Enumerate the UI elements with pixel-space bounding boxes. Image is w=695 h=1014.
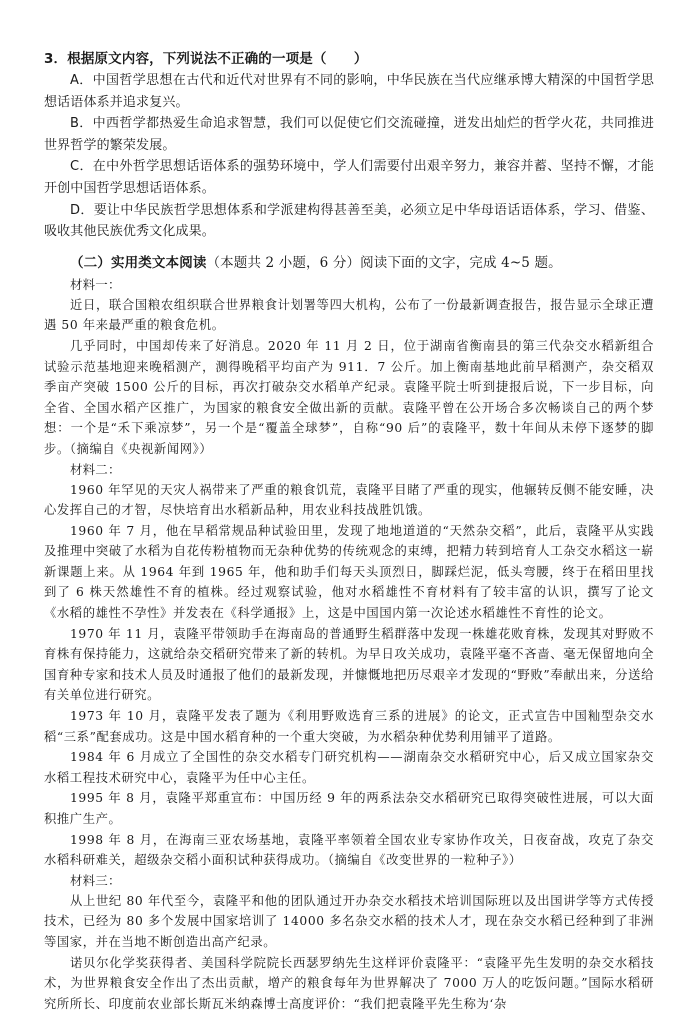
material-1-paragraph: 近日，联合国粮农组织联合世界粮食计划署等四大机构，公布了一份最新调查报告，报告显示全球正遭遇 50 年来最严重的粮食危机。 [44,297,654,333]
section-title [44,251,654,275]
material-2-paragraph: 1995 年 8 月，袁隆平郑重宣布：中国历经 9 年的两系法杂交水稻研究已取得突破性进展，可以大面积推广生产。 [44,791,654,826]
material-2-paragraph: 1970 年 11 月，袁隆平带领助手在海南岛的普通野生稻群落中发现一株雄花败育株，发现其对野败不育株有保持能力，这就给杂交稻研究带来了新的转机。为早日攻关成功，袁隆平毫不吝啬、毫无保留地向全国育种专家和技术人员及时通报了他们的最新发现，并慷慨地把历尽艰辛才发现的“野败”奉献出来，分送给有关单位进行研究。 [44,626,654,703]
option-a: A．中国哲学思想在古代和近代对世界有不同的影响，中华民族在当代应继承博大精深的中国哲学思想话语体系并追求复兴。 [44,73,654,110]
material-2-paragraph: 1960 年 7 月，他在早稻常规品种试验田里，发现了地地道道的“天然杂交稻”，此后，袁隆平从实践及推理中突破了水稻为自花传粉植物而无杂种优势的传统观念的束缚，把精力转到培育人工杂交水稻这一崭新课题上来。从 1964 年到 1965 年，他和助手们每天头顶烈日，脚踩烂泥，低头弯腰，终于在稻田里找到了 6 株天然雄性不育的植株。经过观察试验，他对水稻雄性不育材料有了较丰富的认识，撰写了论文《水稻的雄性不孕性》并发表在《科学通报》上，这是中国国内第一次论述水稻雄性不育性的论文。 [44,523,654,621]
question-3 [44,48,654,243]
material-3-paragraph: 从上世纪 80 年代至今，袁隆平和他的团队通过开办杂交水稻技术培训国际班以及出国讲学等方式传授技术，已经为 80 多个发展中国家培训了 14000 多名杂交水稻的技术人才，现在杂交水稻已经种到了非洲等国家，并在当地不断创造出高产纪录。 [44,893,654,949]
material-2-paragraph: 1973 年 10 月，袁隆平发表了题为《利用野败选育三系的进展》的论文，正式宣告中国籼型杂交水稻“三系”配套成功。这是中国水稻育种的一个重大突破，为水稻杂种优势利用铺平了道路。 [44,709,654,744]
material-3-label: 材料三： [70,872,121,888]
material-2-label: 材料二： [70,461,121,477]
material-2-paragraph: 1960 年罕见的天灾人祸带来了严重的粮食饥荒，袁隆平目睹了严重的现实，他辗转反侧不能安睡，决心发挥自己的才智，尽快培育出水稻新品种，用农业科技战胜饥饿。 [44,482,654,518]
question-3-title: 3．根据原文内容，下列说法不正确的一项是（ ） [44,51,368,67]
material-1-label: 材料一： [70,276,121,292]
section-title-bold: （二）实用类文本阅读 [70,254,207,271]
section-title-rest: （本题共 2 小题，6 分）阅读下面的文字，完成 4~5 题。 [206,254,562,271]
section-practical-reading [44,251,654,1014]
option-c: C．在中外哲学思想话语体系的强势环境中，学人们需要付出艰辛努力，兼容并蓄、坚持不懈，才能开创中国哲学思想话语体系。 [44,159,654,196]
option-d: D．要让中华民族哲学思想体系和学派建构得甚善至美，必须立足中华母语话语体系，学习、借鉴、吸收其他民族优秀文化成果。 [44,202,654,240]
exam-page [44,48,654,1014]
material-2-paragraph: 1984 年 6 月成立了全国性的杂交水稻专门研究机构——湖南杂交水稻研究中心，后又成立国家杂交水稻工程技术研究中心，袁隆平为任中心主任。 [44,750,654,785]
material-3-paragraph: 诺贝尔化学奖获得者、美国科学院院长西瑟罗纳先生这样评价袁隆平：“袁隆平先生发明的杂交水稻技术，为世界粮食安全作出了杰出贡献，增产的粮食每年为世界解决了 7000 万人的吃饭问题。”国际水稻研究所所长、印度前农业部长斯瓦米纳森博士高度评价：“我们把袁隆平先生称为‘杂 [44,955,654,1011]
material-2-paragraph: 1998 年 8 月，在海南三亚农场基地，袁隆平率领着全国农业专家协作攻关，日夜奋战，攻克了杂交水稻科研难关，超级杂交稻小面积试种获得成功。（摘编自《改变世界的一粒种子》） [44,832,654,868]
material-1-paragraph: 几乎同时，中国却传来了好消息。2020 年 11 月 2 日，位于湖南省衡南县的第三代杂交水稻新组合试验示范基地迎来晚稻测产，测得晚稻平均亩产为 911．7 公斤。加上衡南基地此前早稻测产，杂交稻双季亩产突破 1500 公斤的目标，再次打破杂交水稻单产纪录。袁隆平院士听到捷报后说，下一步目标，向全省、全国水稻产区推广，为国家的粮食安全做出新的贡献。袁隆平曾在公开场合多次畅谈自己的两个梦想：一个是“禾下乘凉梦”，另一个是“覆盖全球梦”，自称“90 后”的袁隆平，数十年间从未停下逐梦的脚步。（摘编自《央视新闻网》） [44,338,654,456]
option-b: B．中西哲学都热爱生命追求智慧，我们可以促使它们交流碰撞，迸发出灿烂的哲学火花，共同推进世界哲学的繁荣发展。 [44,116,654,153]
